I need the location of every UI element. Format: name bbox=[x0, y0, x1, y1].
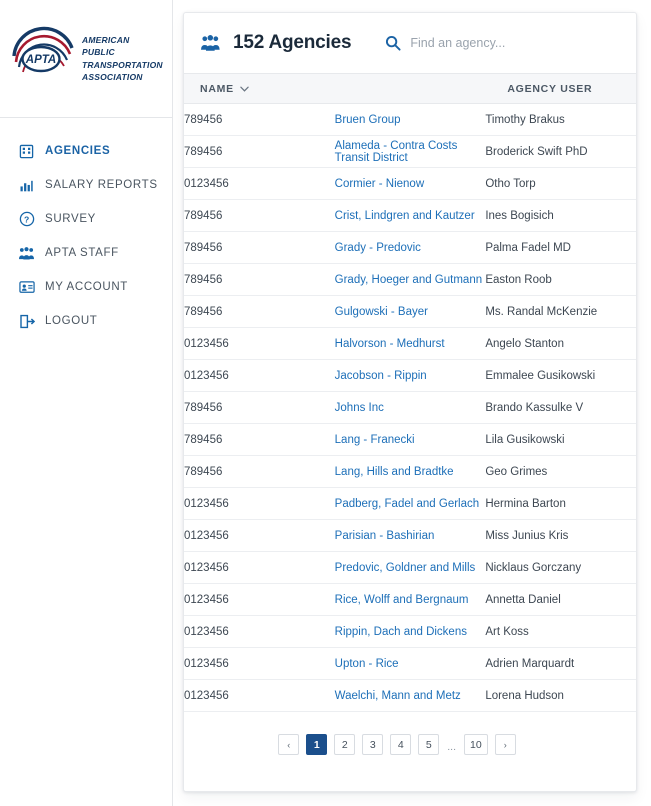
search-icon[interactable] bbox=[385, 35, 401, 51]
cell-agency-id: 789456 bbox=[184, 424, 335, 456]
agencies-table bbox=[184, 73, 636, 712]
cell-agency-user: Ms. Randal McKenzie bbox=[485, 296, 636, 328]
cell-agency-user: Nicklaus Gorczany bbox=[485, 552, 636, 584]
cell-agency-name bbox=[335, 296, 486, 328]
svg-text:?: ? bbox=[23, 214, 30, 225]
pagination-page-3[interactable]: 3 bbox=[362, 734, 383, 755]
agency-name-link[interactable]: Bruen Group bbox=[334, 113, 401, 126]
sidebar-item-label: SURVEY bbox=[45, 213, 96, 225]
cell-agency-name bbox=[335, 200, 486, 232]
agency-name-link[interactable]: Lang - Franecki bbox=[334, 433, 415, 446]
pagination-page-2[interactable]: 2 bbox=[334, 734, 355, 755]
cell-agency-user: Angelo Stanton bbox=[485, 328, 636, 360]
cell-agency-name bbox=[335, 104, 486, 136]
sidebar-item-label: AGENCIES bbox=[45, 145, 111, 157]
cell-agency-name bbox=[335, 456, 486, 488]
pagination-page-5[interactable]: 5 bbox=[418, 734, 439, 755]
cell-agency-name bbox=[335, 264, 486, 296]
cell-agency-name bbox=[335, 488, 486, 520]
table-row[interactable] bbox=[184, 456, 636, 488]
table-body bbox=[184, 104, 636, 712]
sidebar-item-apta-staff[interactable] bbox=[0, 236, 172, 270]
cell-agency-id: 789456 bbox=[184, 136, 335, 168]
cell-agency-id: 0123456 bbox=[184, 584, 335, 616]
column-header-agency-user-label: AGENCY USER bbox=[507, 82, 593, 95]
cell-agency-id: 0123456 bbox=[184, 360, 335, 392]
table-row[interactable] bbox=[184, 680, 636, 712]
cell-agency-id: 0123456 bbox=[184, 488, 335, 520]
table-row[interactable] bbox=[184, 648, 636, 680]
cell-agency-name bbox=[335, 648, 486, 680]
chevron-down-icon[interactable] bbox=[240, 86, 249, 92]
pagination-next-button[interactable]: › bbox=[495, 734, 516, 755]
question-circle-icon bbox=[18, 211, 35, 228]
cell-agency-id: 789456 bbox=[184, 200, 335, 232]
agency-name-link[interactable]: Jacobson - Rippin bbox=[334, 369, 427, 382]
cell-agency-id: 0123456 bbox=[184, 328, 335, 360]
table-row[interactable] bbox=[184, 520, 636, 552]
table-row[interactable] bbox=[184, 328, 636, 360]
agency-name-link[interactable]: Upton - Rice bbox=[334, 657, 399, 670]
pagination bbox=[278, 734, 515, 755]
cell-agency-id: 789456 bbox=[184, 104, 335, 136]
cell-agency-user: Lila Gusikowski bbox=[485, 424, 636, 456]
table-row[interactable] bbox=[184, 552, 636, 584]
sidebar-item-salary-reports[interactable] bbox=[0, 168, 172, 202]
cell-agency-id: 789456 bbox=[184, 232, 335, 264]
table-row[interactable] bbox=[184, 264, 636, 296]
page-title: 152 Agencies bbox=[233, 32, 352, 53]
agency-name-link[interactable]: Crist, Lindgren and Kautzer bbox=[334, 209, 475, 222]
brand-name: AMERICAN PUBLIC TRANSPORTATION ASSOCIATION bbox=[82, 34, 163, 82]
id-card-icon bbox=[18, 279, 35, 296]
cell-agency-name bbox=[335, 424, 486, 456]
column-header-name-label: NAME bbox=[200, 82, 234, 95]
cell-agency-user: Brando Kassulke V bbox=[485, 392, 636, 424]
table-row[interactable] bbox=[184, 360, 636, 392]
cell-agency-name bbox=[335, 392, 486, 424]
cell-agency-id: 0123456 bbox=[184, 168, 335, 200]
cell-agency-id: 0123456 bbox=[184, 552, 335, 584]
table-row[interactable] bbox=[184, 392, 636, 424]
cell-agency-name bbox=[335, 680, 486, 712]
cell-agency-user: Geo Grimes bbox=[485, 456, 636, 488]
cell-agency-id: 789456 bbox=[184, 264, 335, 296]
pagination-area bbox=[184, 712, 636, 791]
agency-name-link[interactable]: Waelchi, Mann and Metz bbox=[334, 689, 461, 702]
table-row[interactable] bbox=[184, 136, 636, 168]
table-row[interactable] bbox=[184, 584, 636, 616]
cell-agency-name bbox=[335, 232, 486, 264]
cell-agency-name bbox=[335, 584, 486, 616]
agency-name-link[interactable]: Gulgowski - Bayer bbox=[334, 305, 428, 318]
cell-agency-name bbox=[335, 136, 486, 168]
table-header bbox=[184, 74, 636, 104]
agency-name-link[interactable]: Rippin, Dach and Dickens bbox=[334, 625, 467, 638]
cell-agency-user: Ines Bogisich bbox=[485, 200, 636, 232]
table-row[interactable] bbox=[184, 616, 636, 648]
brand-logo[interactable] bbox=[0, 0, 172, 118]
search-input[interactable] bbox=[410, 34, 620, 52]
cell-agency-user: Adrien Marquardt bbox=[485, 648, 636, 680]
cell-agency-name bbox=[335, 328, 486, 360]
cell-agency-user: Palma Fadel MD bbox=[485, 232, 636, 264]
cell-agency-name bbox=[335, 360, 486, 392]
sidebar-item-my-account[interactable] bbox=[0, 270, 172, 304]
sidebar-item-label: MY ACCOUNT bbox=[45, 281, 128, 293]
pagination-page-4[interactable]: 4 bbox=[390, 734, 411, 755]
agency-name-link[interactable]: Padberg, Fadel and Gerlach bbox=[334, 497, 480, 510]
cell-agency-id: 789456 bbox=[184, 456, 335, 488]
pagination-prev-button[interactable]: ‹ bbox=[278, 734, 299, 755]
cell-agency-id: 0123456 bbox=[184, 520, 335, 552]
pagination-page-1[interactable]: 1 bbox=[306, 734, 327, 755]
table-row[interactable] bbox=[184, 232, 636, 264]
cell-agency-id: 789456 bbox=[184, 392, 335, 424]
column-header-agency-user[interactable] bbox=[485, 74, 636, 104]
main-content bbox=[173, 0, 651, 806]
agency-name-link[interactable]: Cormier - Nienow bbox=[334, 177, 425, 190]
table-row[interactable] bbox=[184, 104, 636, 136]
cell-agency-user: Annetta Daniel bbox=[485, 584, 636, 616]
cell-agency-user: Timothy Brakus bbox=[485, 104, 636, 136]
agency-name-link[interactable]: Grady, Hoeger and Gutmann bbox=[334, 273, 483, 286]
agency-name-link[interactable]: Rice, Wolff and Bergnaum bbox=[334, 593, 469, 606]
people-group-icon bbox=[18, 245, 35, 262]
agencies-card bbox=[183, 12, 637, 792]
svg-text:APTA: APTA bbox=[25, 53, 57, 66]
agency-name-link[interactable]: Lang, Hills and Bradtke bbox=[334, 465, 454, 478]
cell-agency-user: Hermina Barton bbox=[485, 488, 636, 520]
cell-agency-id: 789456 bbox=[184, 296, 335, 328]
sidebar-item-label: LOGOUT bbox=[45, 315, 98, 327]
cell-agency-user: Miss Junius Kris bbox=[485, 520, 636, 552]
sidebar-item-survey[interactable] bbox=[0, 202, 172, 236]
logout-arrow-icon bbox=[18, 313, 35, 330]
agencies-group-icon bbox=[200, 34, 221, 53]
column-header-name[interactable] bbox=[184, 74, 485, 104]
cell-agency-id: 0123456 bbox=[184, 648, 335, 680]
sidebar bbox=[0, 0, 173, 806]
agency-name-link[interactable]: Parisian - Bashirian bbox=[334, 529, 435, 542]
cell-agency-user: Broderick Swift PhD bbox=[485, 136, 636, 168]
pagination-ellipsis: ... bbox=[447, 741, 457, 753]
sidebar-item-agencies[interactable] bbox=[0, 134, 172, 168]
agency-name-link[interactable]: Halvorson - Medhurst bbox=[334, 337, 445, 350]
cell-agency-id: 0123456 bbox=[184, 680, 335, 712]
table-row[interactable] bbox=[184, 424, 636, 456]
table-row[interactable] bbox=[184, 168, 636, 200]
cell-agency-user: Art Koss bbox=[485, 616, 636, 648]
agency-name-link[interactable]: Predovic, Goldner and Mills bbox=[334, 561, 476, 574]
building-icon bbox=[18, 143, 35, 160]
cell-agency-name bbox=[335, 616, 486, 648]
pagination-page-10[interactable]: 10 bbox=[464, 734, 488, 755]
cell-agency-user: Otho Torp bbox=[485, 168, 636, 200]
sidebar-nav bbox=[0, 118, 172, 338]
table-row[interactable] bbox=[184, 488, 636, 520]
agency-name-link[interactable]: Johns Inc bbox=[334, 401, 384, 414]
card-header bbox=[184, 13, 636, 73]
cell-agency-user: Lorena Hudson bbox=[485, 680, 636, 712]
agency-name-link[interactable]: Grady - Predovic bbox=[334, 241, 421, 254]
cell-agency-user: Emmalee Gusikowski bbox=[485, 360, 636, 392]
search-box[interactable] bbox=[385, 34, 620, 52]
cell-agency-name bbox=[335, 168, 486, 200]
table-row[interactable] bbox=[184, 296, 636, 328]
sidebar-item-label: SALARY REPORTS bbox=[45, 179, 158, 191]
sidebar-item-logout[interactable] bbox=[0, 304, 172, 338]
cell-agency-name bbox=[335, 552, 486, 584]
table-row[interactable] bbox=[184, 200, 636, 232]
agency-name-link[interactable]: Alameda - Contra Costs Transit District bbox=[334, 139, 458, 164]
cell-agency-name bbox=[335, 520, 486, 552]
cell-agency-user: Easton Roob bbox=[485, 264, 636, 296]
apta-logo-icon bbox=[10, 26, 76, 92]
bar-chart-icon bbox=[18, 177, 35, 194]
sidebar-item-label: APTA STAFF bbox=[45, 247, 119, 259]
cell-agency-id: 0123456 bbox=[184, 616, 335, 648]
